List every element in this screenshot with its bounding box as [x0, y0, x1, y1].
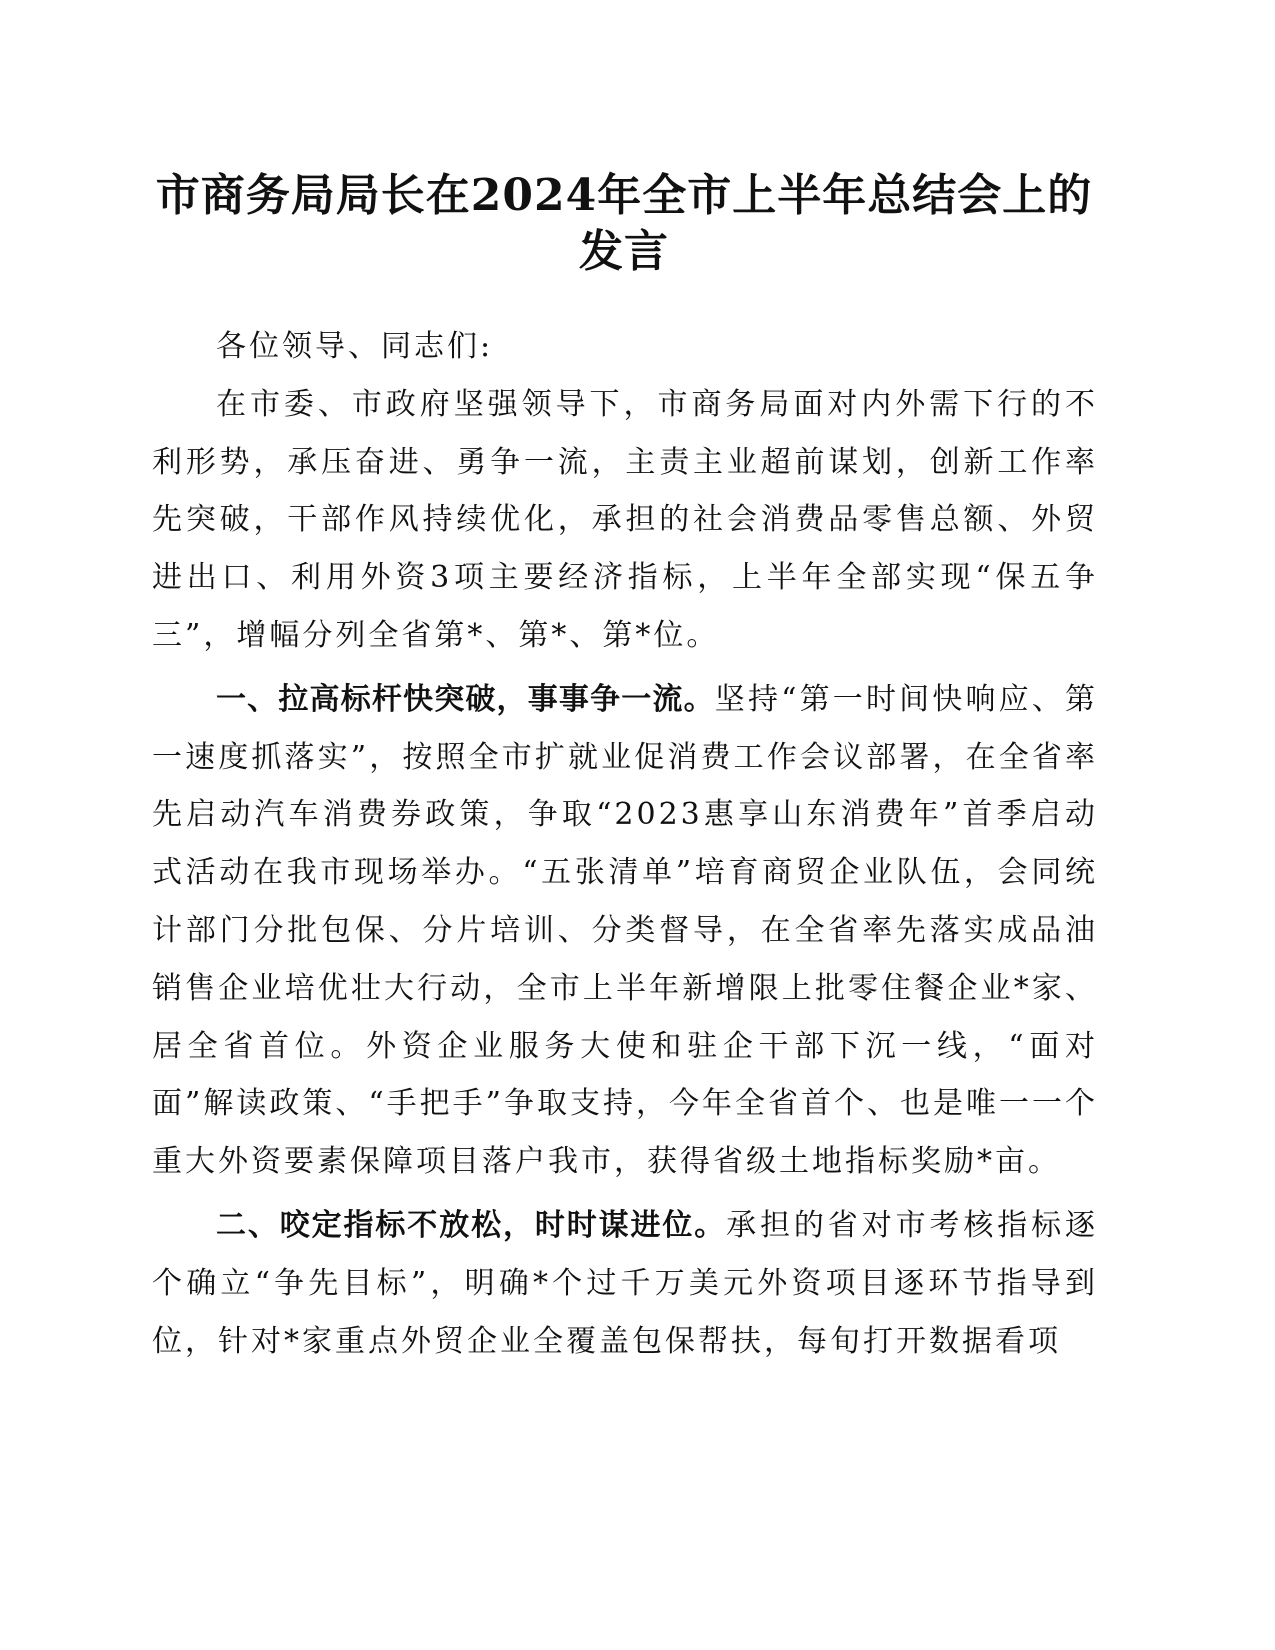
- section-2-text: 承担的省对市考核指标逐个确立“争先目标”，明确*个过千万美元外资项目逐环节指导到位，针对*家重点外贸企业全覆盖包保帮扶，每旬打开数据看项: [152, 1207, 1099, 1359]
- section-1-text: 坚持“第一时间快响应、第一速度抓落实”，按照全市扩就业促消费工作会议部署，在全省率先启动汽车消费券政策，争取“2023惠享山东消费年”首季启动式活动在我市现场举办。“五张清单”培育商贸企业队伍，会同统计部门分批包保、分片培训、分类督导，在全省率先落实成品油销售企业培优壮大行动，全市上半年新增限上批零住餐企业*家、居全省首位。外资企业服务大使和驻企干部下沉一线，“面对面”解读政策、“手把手”争取支持，今年全省首个、也是唯一一个重大外资要素保障项目落户我市，获得省级土地指标奖励*亩。: [152, 681, 1099, 1180]
- document-body: [152, 318, 1098, 1370]
- salutation: 各位领导、同志们:: [216, 329, 494, 364]
- intro-paragraph: 在市委、市政府坚强领导下，市商务局面对内外需下行的不利形势，承压奋进、勇争一流，主责主业超前谋划，创新工作率先突破，干部作风持续优化，承担的社会消费品零售总额、外贸进出口、利用外资3项主要经济指标，上半年全部实现“保五争三”，增幅分列全省第*、第*、第*位。: [152, 386, 1098, 653]
- section-1-paragraph: [152, 671, 1098, 1191]
- section-1-heading: 一、拉高标杆快突破，事事争一流。: [216, 681, 715, 717]
- section-2-paragraph: [152, 1197, 1098, 1370]
- title-line-2: 发言: [579, 226, 669, 277]
- title-line-1: 市商务局局长在2024年全市上半年总结会上的: [155, 170, 1093, 221]
- document-title: [150, 168, 1098, 280]
- section-2-heading: 二、咬定指标不放松，时时谋进位。: [216, 1207, 727, 1243]
